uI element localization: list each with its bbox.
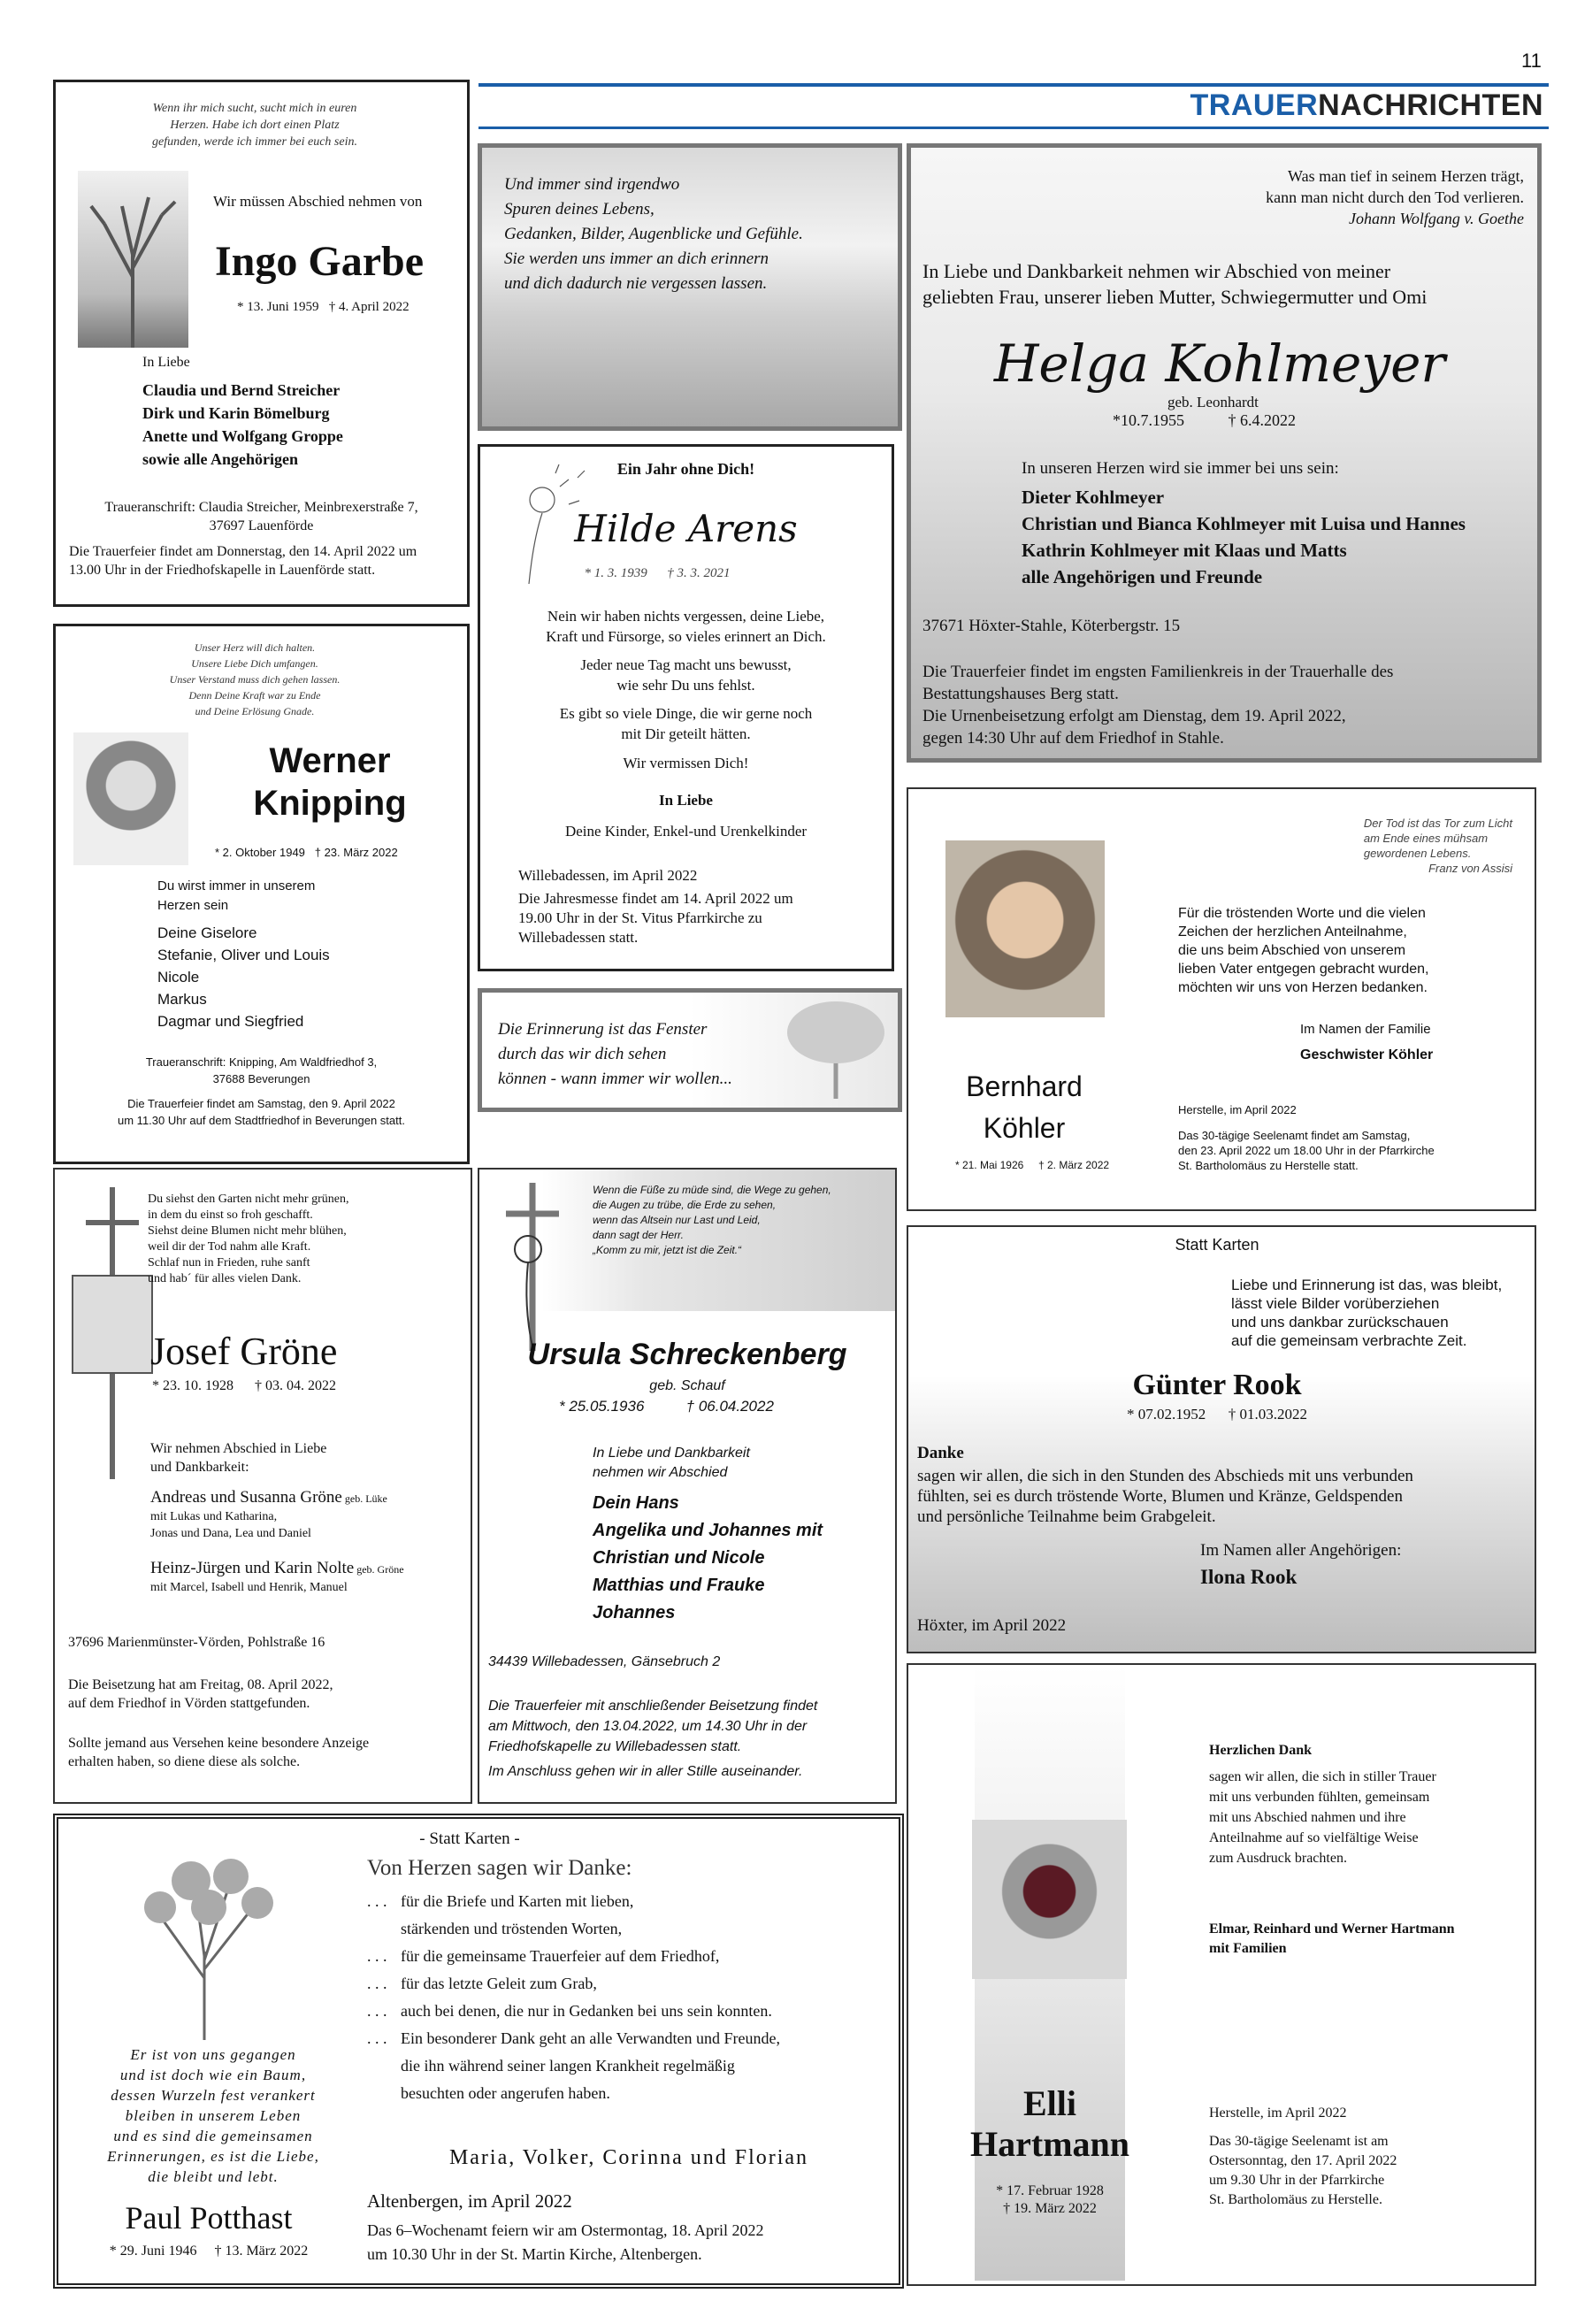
potthast-items <box>367 1888 780 2107</box>
arens-dates: * 1. 3. 1939 † 3. 3. 2021 <box>584 566 731 580</box>
schreckenberg-intro: In Liebe und Dankbarkeit nehmen wir Abschied <box>593 1446 750 1480</box>
cross-rose-icon <box>493 1183 572 1351</box>
quote1-text: Und immer sind irgendwo Spuren deines Lebens, Gedanken, Bilder, Augenblicke und Gefühle. Sie werden uns immer an dich erinnern und dich dadurch nie vergessen lassen. <box>504 175 803 293</box>
rook-quote: Liebe und Erinnerung ist das, was bleibt, lässt viele Bilder vorüberziehen und uns dankbar zurückschauen auf die gemeinsam verbrachte Zeit. <box>1231 1277 1503 1349</box>
rook-dates: * 07.02.1952 † 01.03.2022 <box>1127 1406 1307 1423</box>
kohlmeyer-dates: *10.7.1955 † 6.4.2022 <box>1113 411 1296 429</box>
arens-heading: Ein Jahr ohne Dich! <box>616 460 755 478</box>
potthast-header: - Statt Karten - <box>419 1829 520 1848</box>
section-title <box>1190 88 1544 123</box>
kohlmeyer-ceremony: Die Trauerfeier findet im engsten Familienkreis in der Trauerhalle des Bestattungshauses Berg statt. Die Urnenbeisetzung erfolgt am Dienstag, dem 19. April 2022, gegen 14:30 Uhr auf dem Friedhof in Stahle. <box>922 663 1394 748</box>
thanks-item-5: . . . Ein besonderer Dank geht an alle Verwandten und Freunde, die ihn während seiner langen Krankheit regelmäßig besuchten oder angerufen haben. <box>367 2029 781 2102</box>
thanks-item-4: . . . auch bei denen, die nur in Gedanken bei uns sein konnten. <box>367 2002 772 2020</box>
arens-text1: Nein wir haben nichts vergessen, deine Liebe, Kraft und Fürsorge, so vieles erinnert an Dich. <box>546 608 826 645</box>
section-title-accent: TRAUER <box>1190 88 1319 122</box>
schreckenberg-dates: * 25.05.1936 † 06.04.2022 <box>559 1398 774 1415</box>
knipping-portrait <box>73 732 188 865</box>
tree-photo <box>78 171 188 348</box>
quote2-text: Die Erinnerung ist das Fenster durch das wir dich sehen können - wann immer wir wollen... <box>498 1020 732 1088</box>
knipping-ceremony: Die Trauerfeier findet am Samstag, den 9. April 2022 um 11.30 Uhr auf dem Stadtfriedhof in Beverungen statt. <box>118 1097 405 1127</box>
obituary-hilde-arens <box>478 444 894 971</box>
schreckenberg-address: 34439 Willebadessen, Gänsebruch 2 <box>488 1654 721 1669</box>
obituary-helga-kohlmeyer <box>907 143 1542 763</box>
groene-family2: Heinz-Jürgen und Karin Nolte geb. Gröne mit Marcel, Isabell und Henrik, Manuel <box>150 1559 404 1594</box>
knipping-address: Traueranschrift: Knipping, Am Waldfriedhof 3, 37688 Beverungen <box>145 1055 378 1085</box>
arens-text3: Es gibt so viele Dinge, die wir gerne noch mit Dir geteilt hätten. <box>559 705 813 742</box>
koehler-name-last: Köhler <box>983 1112 1066 1144</box>
groene-intro: Wir nehmen Abschied in Liebe und Dankbarkeit: <box>150 1441 327 1475</box>
tree-silhouette-icon <box>774 997 893 1099</box>
rook-family: Ilona Rook <box>1200 1566 1298 1588</box>
koehler-name-first: Bernhard <box>966 1070 1083 1102</box>
potthast-thanks-title: Von Herzen sagen wir Danke: <box>367 1856 632 1880</box>
thanks-item-3: . . . für das letzte Geleit zum Grab, <box>367 1975 597 1992</box>
koehler-dates: * 21. Mai 1926 † 2. März 2022 <box>954 1159 1110 1171</box>
obituary-ursula-schreckenberg <box>478 1168 897 1804</box>
tree-icon <box>78 171 188 348</box>
kohlmeyer-hearts: In unseren Herzen wird sie immer bei uns sein: <box>1022 459 1339 478</box>
kohlmeyer-intro: In Liebe und Dankbarkeit nehmen wir Abschied von meiner geliebten Frau, unserer lieben Mutter, Schwiegermutter und Omi <box>922 260 1428 308</box>
koehler-quote: Der Tod ist das Tor zum Licht am Ende eines mühsam gewordenen Lebens. Franz von Assisi <box>1363 817 1512 875</box>
schreckenberg-quote: Wenn die Füße zu müde sind, die Wege zu gehen, die Augen zu trübe, die Erde zu sehen, wenn das Altsein nur Last und Leid, dann sagt der Herr. „Komm zu mir, jetzt ist die Zeit.“ <box>593 1184 831 1256</box>
potthast-mass: Das 6–Wochenamt feiern wir am Ostermontag, 18. April 2022 um 10.30 Uhr in der St. Martin Kirche, Altenbergen. <box>367 2221 764 2263</box>
knipping-quote: Unser Herz will dich halten. Unsere Liebe Dich umfangen. Unser Verstand muss dich gehen lassen. Denn Deine Kraft war zu Ende und Deine Erlösung Gnade. <box>169 641 341 717</box>
koehler-mass: Das 30-tägige Seelenamt findet am Samstag, den 23. April 2022 um 18.00 Uhr in der Pfarrkirche St. Bartholomäus zu Herstelle statt. <box>1178 1129 1435 1172</box>
memorial-window-quote <box>478 988 902 1112</box>
cross-icon <box>68 1187 157 1479</box>
schreckenberg-name: Ursula Schreckenberg <box>527 1338 847 1371</box>
garbe-in-liebe: In Liebe <box>142 355 190 370</box>
koehler-place: Herstelle, im April 2022 <box>1178 1103 1297 1116</box>
knipping-mourners: Deine Giselore Stefanie, Oliver und Louis Nicole Markus Dagmar und Siegfried <box>157 924 330 1030</box>
groene-address: 37696 Marienmünster-Vörden, Pohlstraße 16 <box>68 1635 325 1650</box>
hartmann-dates: * 17. Februar 1928 † 19. März 2022 <box>996 2183 1104 2216</box>
groene-notice: Sollte jemand aus Versehen keine besondere Anzeige erhalten haben, so diene diese als solche. <box>68 1736 370 1769</box>
cross-picture <box>68 1187 157 1479</box>
thanks-item-1: . . . für die Briefe und Karten mit lieben, stärkenden und tröstenden Worten, <box>367 1892 634 1937</box>
hartmann-thanks-title: Herzlichen Dank <box>1209 1743 1312 1758</box>
garbe-name: Ingo Garbe <box>215 238 425 285</box>
schreckenberg-mourners: Dein Hans Angelika und Johannes mit Christian und Nicole Matthias und Frauke Johannes <box>593 1493 823 1622</box>
groene-name: Josef Gröne <box>150 1330 338 1373</box>
arens-family: Deine Kinder, Enkel-und Urenkelkinder <box>564 823 808 840</box>
groene-dates: * 23. 10. 1928 † 03. 04. 2022 <box>152 1378 336 1393</box>
rose-photo <box>972 1820 1127 1979</box>
rook-place: Höxter, im April 2022 <box>917 1616 1067 1635</box>
obituary-guenter-rook <box>907 1225 1536 1653</box>
hartmann-family: Elmar, Reinhard und Werner Hartmann mit Familien <box>1209 1921 1455 1956</box>
rook-name: Günter Rook <box>1132 1369 1302 1401</box>
groene-burial: Die Beisetzung hat am Freitag, 08. April 2022, auf dem Friedhof in Vörden stattgefunden. <box>68 1677 333 1711</box>
knipping-intro: Du wirst immer in unserem Herzen sein <box>157 878 316 913</box>
arens-text4: Wir vermissen Dich! <box>623 755 749 771</box>
arens-place: Willebadessen, im April 2022 <box>518 867 698 884</box>
rook-family-intro: Im Namen aller Angehörigen: <box>1200 1541 1402 1560</box>
groene-family1: Andreas und Susanna Gröne geb. Lüke mit Lukas und Katharina, Jonas und Dana, Lea und Daniel <box>150 1488 387 1540</box>
obituary-elli-hartmann <box>907 1663 1536 2286</box>
arens-text2: Jeder neue Tag macht uns bewusst, wie sehr Du uns fehlst. <box>580 656 792 694</box>
potthast-name: Paul Potthast <box>125 2200 293 2236</box>
hartmann-mass: Das 30-tägige Seelenamt ist am Ostersonntag, den 17. April 2022 um 9.30 Uhr in der Pfarrkirche St. Bartholomäus zu Herstelle. <box>1209 2134 1397 2207</box>
obituary-werner-knipping <box>53 624 470 1164</box>
knipping-dates: * 2. Oktober 1949 † 23. März 2022 <box>215 846 398 859</box>
hartmann-name-last: Hartmann <box>970 2124 1129 2164</box>
page-number: 11 <box>1521 50 1542 72</box>
kohlmeyer-name: Helga Kohlmeyer <box>993 334 1446 394</box>
hartmann-place: Herstelle, im April 2022 <box>1209 2105 1347 2121</box>
kohlmeyer-quote: Was man tief in seinem Herzen trägt, kann man nicht durch den Tod verlieren. Johann Wolfgang v. Goethe <box>1266 167 1524 227</box>
header-rule <box>478 83 1549 87</box>
knipping-name-last: Knipping <box>253 784 407 823</box>
arens-mass: Die Jahresmesse findet am 14. April 2022 um 19.00 Uhr in der St. Vitus Pfarrkirche zu Willebadessen statt. <box>518 890 793 946</box>
potthast-poem: Er ist von uns gegangen und ist doch wie ein Baum, dessen Wurzeln fest verankert bleiben in unserem Leben und es sind die gemeinsamen Erinnerungen, es ist die Liebe, die bleibt und lebt. <box>107 2046 319 2185</box>
kohlmeyer-address: 37671 Höxter-Stahle, Köterbergstr. 15 <box>922 617 1181 635</box>
hartmann-name-first: Elli <box>1022 2083 1077 2123</box>
kohlmeyer-mourners: Dieter Kohlmeyer Christian und Bianca Kohlmeyer mit Luisa und Hannes Kathrin Kohlmeyer mit Klaas und Matts alle Angehörigen und Freunde <box>1022 487 1466 587</box>
garbe-mourners: Claudia und Bernd Streicher Dirk und Karin Bömelburg Anette und Wolfgang Groppe sowie alle Angehörigen <box>142 381 343 468</box>
garbe-address: Traueranschrift: Claudia Streicher, Meinbrexerstraße 7, 37697 Lauenförde <box>104 500 418 533</box>
garbe-quote: Wenn ihr mich sucht, sucht mich in euren Herzen. Habe ich dort einen Platz gefunden, werde ich immer bei euch sein. <box>152 102 357 149</box>
koehler-portrait <box>945 840 1105 1017</box>
arens-in-liebe: In Liebe <box>659 792 713 809</box>
groene-poem: Du siehst den Garten nicht mehr grünen, in dem du einst so froh geschafft. Siehst deine Blumen nicht mehr blühen, weil dir der Tod nahm alle Kraft. Schlaf nun in Frieden, ruhe sanft und hab´ für alles vielen Dank. <box>148 1193 349 1285</box>
obituary-paul-potthast <box>53 1814 904 2289</box>
schreckenberg-closing: Im Anschluss gehen wir in aller Stille auseinander. <box>488 1764 803 1779</box>
kohlmeyer-born-name: geb. Leonhardt <box>1167 394 1259 410</box>
section-title-main: NACHRICHTEN <box>1318 88 1543 122</box>
potthast-place: Altenbergen, im April 2022 <box>367 2190 572 2212</box>
potthast-dates: * 29. Juni 1946 † 13. März 2022 <box>109 2243 309 2259</box>
tree-icon <box>107 1845 302 2040</box>
koehler-family-intro: Im Namen der Familie <box>1300 1022 1431 1037</box>
thanks-item-2: . . . für die gemeinsame Trauerfeier auf dem Friedhof, <box>367 1947 720 1965</box>
koehler-text: Für die tröstenden Worte und die vielen Zeichen der herzlichen Anteilnahme, die uns beim Abschied von unserem lieben Vater entgegen gebracht wurden, möchten wir uns von Herzen bedanken. <box>1178 906 1429 995</box>
memorial-quote-box <box>478 143 902 431</box>
rook-thanks: sagen wir allen, die sich in den Stunden des Abschieds mit uns verbunden fühlten, sei es durch tröstende Worte, Blumen und Kränze, Geldspenden und persönliche Teilnahme beim Grabgeleit. <box>917 1467 1413 1526</box>
potthast-family: Maria, Volker, Corinna und Florian <box>448 2146 809 2169</box>
obituary-bernhard-koehler <box>907 787 1536 1211</box>
header-rule-bottom <box>478 127 1549 129</box>
hartmann-thanks: sagen wir allen, die sich in stiller Trauer mit uns verbunden fühlten, gemeinsam mit uns Abschied nahmen und ihre Anteilnahme auf so vielfältige Weise zum Ausdruck brachten. <box>1209 1769 1436 1866</box>
knipping-name-first: Werner <box>269 741 391 780</box>
rook-header: Statt Karten <box>1175 1236 1259 1254</box>
garbe-ceremony: Die Trauerfeier findet am Donnerstag, den 14. April 2022 um 13.00 Uhr in der Friedhofskapelle in Lauenförde statt. <box>69 544 417 578</box>
obituary-ingo-garbe <box>53 80 470 607</box>
arens-name: Hilde Arens <box>574 507 798 550</box>
koehler-family: Geschwister Köhler <box>1300 1047 1434 1062</box>
garbe-intro: Wir müssen Abschied nehmen von <box>213 193 423 210</box>
obituary-josef-groene <box>53 1168 472 1804</box>
garbe-dates: * 13. Juni 1959 † 4. April 2022 <box>237 300 410 314</box>
schreckenberg-ceremony: Die Trauerfeier mit anschließender Beisetzung findet am Mittwoch, den 13.04.2022, um 14.30 Uhr in der Friedhofskapelle zu Willebadessen statt. <box>488 1699 818 1754</box>
rook-thanks-title: Danke <box>917 1444 964 1462</box>
schreckenberg-born-name: geb. Schauf <box>649 1378 725 1393</box>
